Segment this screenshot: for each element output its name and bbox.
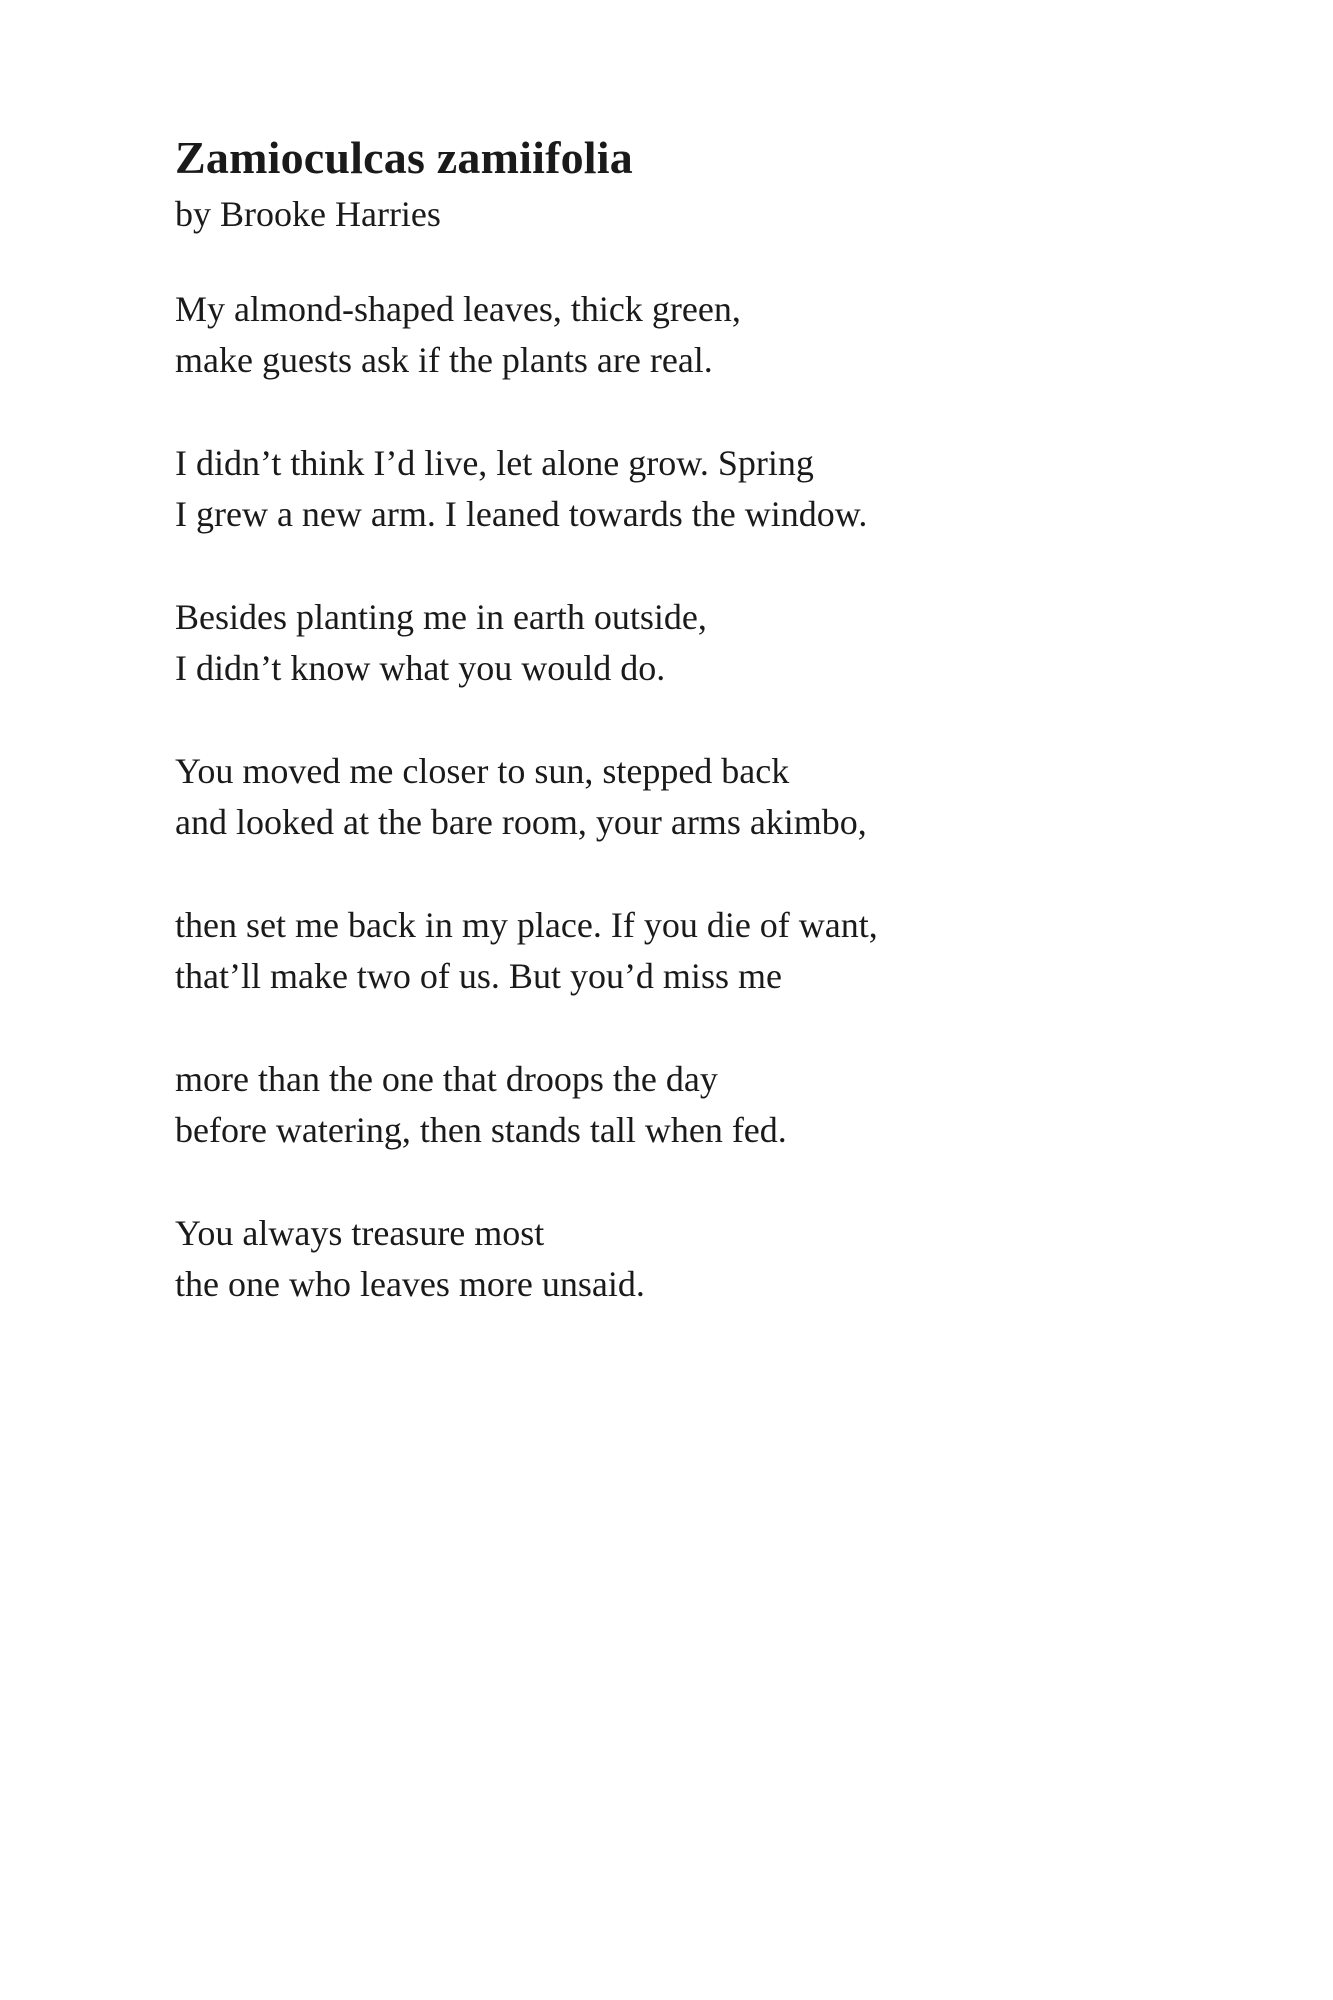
- poem-line: that’ll make two of us. But you’d miss me: [175, 956, 782, 996]
- poem-line: and looked at the bare room, your arms akimbo,: [175, 802, 867, 842]
- poem-line: the one who leaves more unsaid.: [175, 1264, 645, 1304]
- poem-title: Zamioculcas zamiifolia: [175, 132, 633, 183]
- stanza: [175, 1208, 1175, 1310]
- stanza: [175, 1054, 1175, 1156]
- poem-line: I didn’t know what you would do.: [175, 648, 666, 688]
- poem-line: You always treasure most: [175, 1213, 545, 1253]
- poem-line: My almond-shaped leaves, thick green,: [175, 289, 741, 329]
- stanza: [175, 438, 1175, 540]
- stanza: [175, 284, 1175, 386]
- poem-line: Besides planting me in earth outside,: [175, 597, 707, 637]
- poem: [175, 128, 1175, 1362]
- stanza: [175, 746, 1175, 848]
- poem-line: make guests ask if the plants are real.: [175, 340, 713, 380]
- stanza: [175, 900, 1175, 1002]
- poem-line: then set me back in my place. If you die of want,: [175, 905, 878, 945]
- poem-line: You moved me closer to sun, stepped back: [175, 751, 790, 791]
- stanza: [175, 592, 1175, 694]
- poem-line: I didn’t think I’d live, let alone grow. Spring: [175, 443, 814, 483]
- poem-line: I grew a new arm. I leaned towards the window.: [175, 494, 868, 534]
- poem-byline: by Brooke Harries: [175, 194, 441, 234]
- poem-line: before watering, then stands tall when fed.: [175, 1110, 787, 1150]
- poem-line: more than the one that droops the day: [175, 1059, 718, 1099]
